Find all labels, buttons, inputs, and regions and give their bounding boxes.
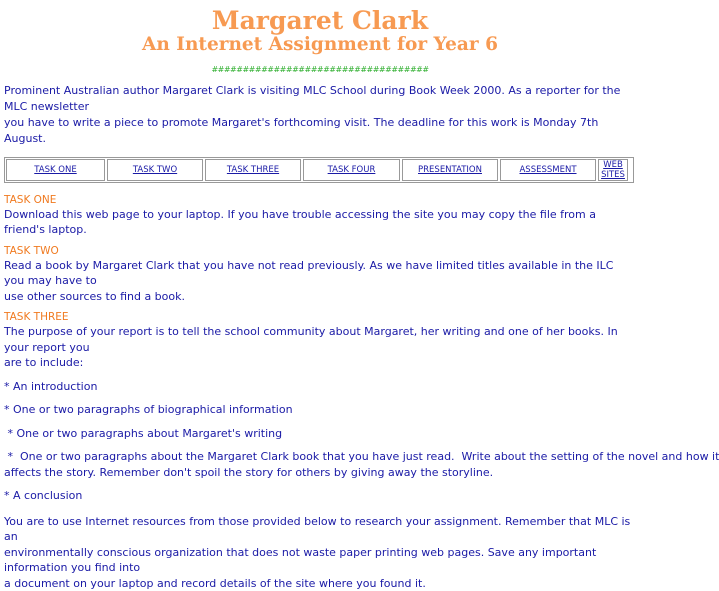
list-item: * One or two paragraphs about Margaret's writing [4,426,636,442]
nav-link-presentation[interactable]: PRESENTATION [418,165,482,175]
task-one-heading: TASK ONE [4,194,636,207]
nav-cell-task-one [6,159,105,181]
list-item: * An introduction [4,379,636,395]
task-three-line: are to include: [4,355,636,371]
task-three-section [4,311,636,504]
web-sites-label-line2: SITES [601,170,625,180]
task-two-line: Read a book by Margaret Clark that you have not read previously. As we have limited titles available in the ILC you may have to [4,258,636,289]
nav-cell-task-two [107,159,203,181]
nav-link-task-three[interactable]: TASK THREE [227,165,279,175]
nav-cell-web-sites [598,159,628,181]
nav-cell-task-four [303,159,400,181]
list-item: * One or two paragraphs about the Margaret Clark book that you have just read. Write about the setting of the novel and how it [4,449,636,465]
task-two-section [4,245,636,305]
task-one-text: Download this web page to your laptop. If you have trouble accessing the site you may copy the file from a friend's laptop. [4,207,636,238]
page-subtitle: An Internet Assignment for Year 6 [4,36,636,55]
nav-cell-task-three [205,159,301,181]
nav-link-assessment[interactable]: ASSESSMENT [519,165,576,175]
nav-cell-assessment [500,159,596,181]
intro-paragraph [4,83,636,147]
web-sites-label-line1: WEB [603,160,623,170]
list-item: * One or two paragraphs of biographical information [4,402,636,418]
nav-cell-presentation [402,159,498,181]
task-nav-table [4,157,634,183]
intro-line: Prominent Australian author Margaret Clark is visiting MLC School during Book Week 2000. As a reporter for the MLC newsletter [4,83,636,115]
hash-divider: ################################### [4,65,636,75]
resources-line: environmentally conscious organization that does not waste paper printing web pages. Save any important information you find into [4,545,636,576]
task-three-heading: TASK THREE [4,311,636,324]
intro-line: you have to write a piece to promote Margaret's forthcoming visit. The deadline for this work is Monday 7th August. [4,115,636,147]
resources-paragraph [4,514,636,591]
resources-line: You are to use Internet resources from those provided below to research your assignment. Remember that MLC is an [4,514,636,545]
nav-link-web-sites[interactable] [601,160,625,180]
task-two-line: use other sources to find a book. [4,289,636,305]
page-title: Margaret Clark [4,0,636,33]
nav-link-task-one[interactable]: TASK ONE [34,165,76,175]
resources-line: a document on your laptop and record details of the site where you found it. [4,576,636,591]
list-item: * A conclusion [4,488,636,504]
nav-link-task-four[interactable]: TASK FOUR [328,165,376,175]
task-two-heading: TASK TWO [4,245,636,258]
list-item-continued: affects the story. Remember don't spoil the story for others by giving away the storyline. [4,465,636,481]
task-three-line: The purpose of your report is to tell the school community about Margaret, her writing and one of her books. In your report you [4,324,636,355]
task-one-section [4,194,636,238]
nav-link-task-two[interactable]: TASK TWO [133,165,177,175]
